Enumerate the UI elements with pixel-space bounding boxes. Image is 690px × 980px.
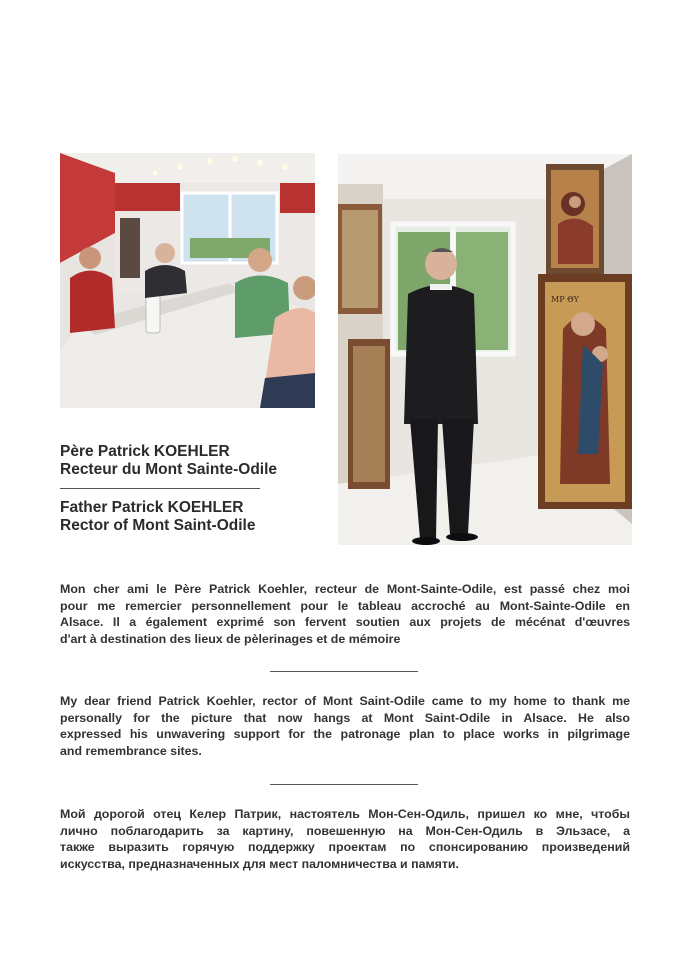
paragraph-line: лично поблагодарить за картину, повешенную на Мон-Сен-Одиль в Эльзасе, а [60,823,630,838]
paragraph-line: Mon cher ami le Père Patrick Koehler, recteur de Mont-Sainte-Odile, est passé chez moi [60,582,630,596]
section-divider [270,784,418,785]
caption-english [60,499,330,535]
paragraph-line: and remembrance sites. [60,743,202,758]
paragraph-english [60,693,630,759]
paragraph-line: также выразить горячую поддержку проектам по спонсированию произведений [60,840,630,854]
caption-fr-role: Recteur du Mont Sainte-Odile [60,461,278,478]
paragraph-french [60,581,630,647]
paragraph-line: My dear friend Patrick Koehler, rector of Mont Saint-Odile came to my home to thank me [60,694,630,708]
section-divider [270,671,418,672]
caption-divider [60,488,260,489]
dining-room-illustration [60,153,315,408]
priest-with-icons-illustration [338,154,632,545]
paragraph-line: d'art à destination des lieux de pèlerinages et de mémoire [60,631,401,646]
paragraph-line: pour me remercier personnellement pour le tableau accroché au Mont-Sainte-Odile en [60,598,630,613]
icon-inscription: ΜΡ ΘΥ [551,295,579,304]
caption-fr-name: Père Patrick KOEHLER [60,443,230,460]
paragraph-line: Alsace. Il a également exprimé son fervent soutien aux projets de mécénat d'œuvres [60,615,630,629]
caption-en-role: Rector of Mont Saint-Odile [60,517,256,534]
dining-room-photo [60,153,315,408]
paragraph-russian [60,806,630,872]
priest-with-icons-photo [338,154,632,545]
paragraph-line: Мой дорогой отец Келер Патрик, настоятель Мон-Сен-Одиль, пришел ко мне, чтобы [60,807,630,821]
paragraph-line: personally for the picture that now hangs at Mont Saint-Odile in Alsace. He also [60,710,630,725]
paragraph-line: expressed his unwavering support for the patronage plan to place works in pilgrimage [60,727,630,741]
caption-en-name: Father Patrick KOEHLER [60,499,244,516]
caption-french [60,443,330,479]
paragraph-line: искусства, предназначенных для мест паломничества и памяти. [60,856,459,871]
